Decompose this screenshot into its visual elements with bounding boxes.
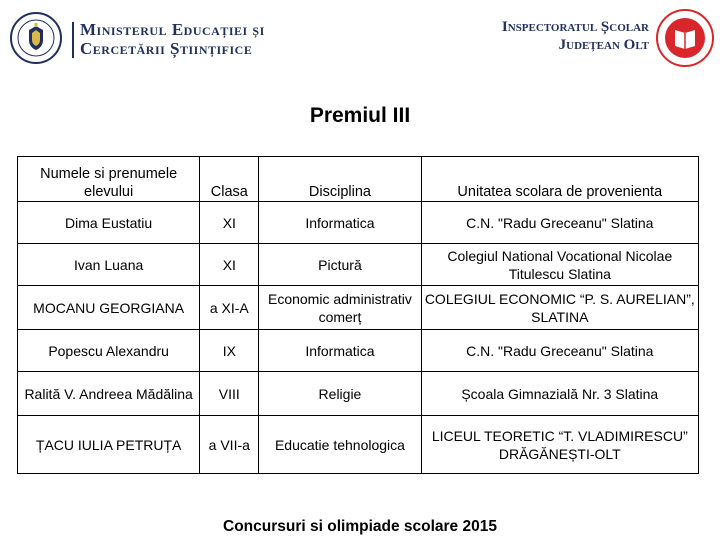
cell-student-name: Dima Eustatiu — [18, 202, 200, 244]
table-row — [18, 416, 699, 474]
header-class: Clasa — [200, 157, 259, 202]
inspectorate-name — [497, 18, 649, 54]
cell-class: VIII — [200, 372, 259, 416]
page-title: Premiul III — [309, 104, 411, 127]
cell-class: a VII-a — [200, 416, 259, 474]
cell-discipline: Religie — [259, 372, 421, 416]
table-row — [18, 372, 699, 416]
winners-table — [17, 156, 699, 474]
table-header-row — [18, 157, 699, 202]
ministry-divider — [72, 22, 74, 58]
table-row — [18, 202, 699, 244]
page-footer: Concursuri si olimpiade scolare 2015 — [223, 518, 497, 535]
inspectorate-logo-icon — [655, 8, 715, 68]
cell-school: Colegiul National Vocational Nicolae Titulescu Slatina — [421, 244, 698, 286]
cell-discipline: Informatica — [259, 330, 421, 372]
cell-school: C.N. "Radu Greceanu" Slatina — [421, 330, 698, 372]
cell-discipline: Economic administrativ comerț — [259, 286, 421, 330]
cell-student-name: Popescu Alexandru — [18, 330, 200, 372]
cell-school: C.N. "Radu Greceanu" Slatina — [421, 202, 698, 244]
inspectorate-line-2: Județean Olt — [558, 37, 649, 53]
cell-class: a XI-A — [200, 286, 259, 330]
page-header — [0, 0, 720, 75]
table-row — [18, 244, 699, 286]
header-student-name: Numele si prenumele elevului — [18, 157, 200, 202]
ministry-line-1: Ministerul Educației și — [80, 20, 265, 39]
cell-student-name: MOCANU GEORGIANA — [18, 286, 200, 330]
cell-student-name: Ivan Luana — [18, 244, 200, 286]
cell-school: COLEGIUL ECONOMIC “P. S. AURELIAN”, SLATINA — [421, 286, 698, 330]
cell-class: XI — [200, 202, 259, 244]
cell-discipline: Pictură — [259, 244, 421, 286]
ministry-line-2: Cercetării Științifice — [80, 39, 253, 58]
cell-student-name: ȚACU IULIA PETRUȚA — [18, 416, 200, 474]
cell-school: LICEUL TEORETIC “T. VLADIMIRESCU” DRĂGĂNEȘTI-OLT — [421, 416, 698, 474]
header-discipline: Disciplina — [259, 157, 421, 202]
cell-class: IX — [200, 330, 259, 372]
cell-discipline: Informatica — [259, 202, 421, 244]
table-row — [18, 286, 699, 330]
ministry-name — [80, 20, 265, 58]
cell-discipline: Educatie tehnologica — [259, 416, 421, 474]
government-coat-of-arms-icon — [10, 12, 62, 64]
cell-class: XI — [200, 244, 259, 286]
cell-student-name: Ralită V. Andreea Mădălina — [18, 372, 200, 416]
header-school: Unitatea scolara de provenienta — [421, 157, 698, 202]
cell-school: Școala Gimnazială Nr. 3 Slatina — [421, 372, 698, 416]
inspectorate-line-1: Inspectoratul Școlar — [501, 19, 649, 35]
table-row — [18, 330, 699, 372]
